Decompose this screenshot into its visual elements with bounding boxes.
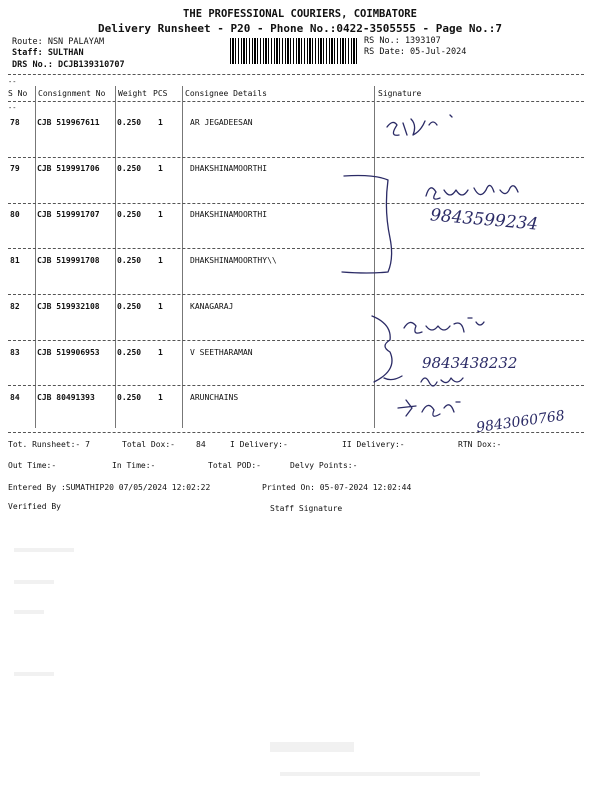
row-consignment: CJB 519967611 <box>37 118 100 127</box>
route-label: Route: NSN PALAYAM <box>12 37 105 47</box>
entered-by: Entered By :SUMATHIP20 07/05/2024 12:02:22 <box>8 483 211 492</box>
col-separator <box>115 86 116 428</box>
in-time: In Time:- <box>112 461 156 470</box>
row-weight: 0.250 <box>117 118 142 127</box>
row-consignment: CJB 519991708 <box>37 256 100 265</box>
row-consignee: KANAGARAJ <box>190 302 234 311</box>
staff-signature-label: Staff Signature <box>270 504 343 513</box>
ii-delivery: II Delivery:- <box>342 440 405 449</box>
row-pcs: 1 <box>158 164 163 173</box>
barcode-image <box>230 38 358 64</box>
row-rule <box>8 248 584 249</box>
handwritten-phone-2: 9843438232 <box>422 354 518 372</box>
i-delivery: I Delivery:- <box>230 440 288 449</box>
row-consignee: AR JEGADEESAN <box>190 118 253 127</box>
col-separator <box>35 86 36 428</box>
col-consignment: Consignment No <box>38 89 106 98</box>
row-consignee: DHAKSHINAMOORTHI <box>190 164 268 173</box>
row-consignee: ARUNCHAINS <box>190 393 239 402</box>
header-rule-top <box>8 74 584 75</box>
bleed-through-mark <box>14 672 54 676</box>
row-consignment: CJB 519991707 <box>37 210 100 219</box>
bleed-through-mark <box>14 548 74 552</box>
row-weight: 0.250 <box>117 210 142 219</box>
row-weight: 0.250 <box>117 164 142 173</box>
row-pcs: 1 <box>158 302 163 311</box>
rs-date: RS Date: 05-Jul-2024 <box>364 47 467 57</box>
row-sno: 81 <box>10 256 20 265</box>
rs-number: RS No.: 1393107 <box>364 36 441 46</box>
runsheet-title: Delivery Runsheet - P20 - Phone No.:0422-3505555 - Page No.:7 <box>98 22 502 35</box>
row-pcs: 1 <box>158 118 163 127</box>
row-consignee: DHAKSHINAMOORTHY\\ <box>190 256 277 265</box>
row-weight: 0.250 <box>117 302 142 311</box>
bleed-through-mark <box>280 772 480 776</box>
signature-scribble-78 <box>375 105 465 150</box>
row-weight: 0.250 <box>117 256 142 265</box>
signature-scribble-83 <box>417 372 477 392</box>
signature-scribble-79 <box>420 178 540 208</box>
row-pcs: 1 <box>158 256 163 265</box>
row-consignment: CJB 80491393 <box>37 393 95 402</box>
bleed-through-mark <box>14 580 54 584</box>
row-sno: 78 <box>10 118 20 127</box>
handwritten-phone-3: 9843060768 <box>475 407 566 437</box>
delvy-points: Delvy Points:- <box>290 461 358 470</box>
total-dox-value: 84 <box>196 440 206 449</box>
company-title: THE PROFESSIONAL COURIERS, COIMBATORE <box>183 8 417 20</box>
row-sno: 79 <box>10 164 20 173</box>
row-pcs: 1 <box>158 210 163 219</box>
bleed-through-mark <box>14 610 44 614</box>
col-consignee: Consignee Details <box>185 89 267 98</box>
row-rule <box>8 385 584 386</box>
tot-runsheet: Tot. Runsheet:- 7 <box>8 440 90 449</box>
bleed-through-mark <box>270 742 354 752</box>
row-rule <box>8 294 584 295</box>
row-sno: 82 <box>10 302 20 311</box>
out-time: Out Time:- <box>8 461 57 470</box>
row-weight: 0.250 <box>117 393 142 402</box>
dash-mark: -- <box>8 104 17 112</box>
row-consignment: CJB 519991706 <box>37 164 100 173</box>
header-rule-bottom <box>8 101 584 102</box>
staff-label: Staff: SULTHAN <box>12 48 84 58</box>
printed-on: Printed On: 05-07-2024 12:02:44 <box>262 483 412 492</box>
row-rule <box>8 157 584 158</box>
col-sno: S No <box>8 89 28 98</box>
row-pcs: 1 <box>158 393 163 402</box>
row-sno: 80 <box>10 210 20 219</box>
signature-scribble-82 <box>396 312 506 342</box>
bracket-mark-79-81 <box>336 168 406 278</box>
verified-by: Verified By <box>8 502 61 511</box>
row-sno: 84 <box>10 393 20 402</box>
row-weight: 0.250 <box>117 348 142 357</box>
row-pcs: 1 <box>158 348 163 357</box>
signature-scribble-84 <box>392 394 472 426</box>
row-consignee: DHAKSHINAMOORTHI <box>190 210 268 219</box>
row-consignment: CJB 519932108 <box>37 302 100 311</box>
row-consignee: V SEETHARAMAN <box>190 348 253 357</box>
col-signature: Signature <box>378 89 422 98</box>
row-consignment: CJB 519906953 <box>37 348 100 357</box>
handwritten-phone-1: 9843599234 <box>429 205 539 235</box>
total-dox-label: Total Dox:- <box>122 440 175 449</box>
total-pod: Total POD:- <box>208 461 261 470</box>
col-pcs: PCS <box>153 89 168 98</box>
col-separator <box>182 86 183 428</box>
rtn-dox: RTN Dox:- <box>458 440 502 449</box>
drs-number: DRS No.: DCJB139310707 <box>12 60 125 70</box>
col-weight: Weight <box>118 89 147 98</box>
dash-mark: -- <box>8 78 17 86</box>
row-sno: 83 <box>10 348 20 357</box>
